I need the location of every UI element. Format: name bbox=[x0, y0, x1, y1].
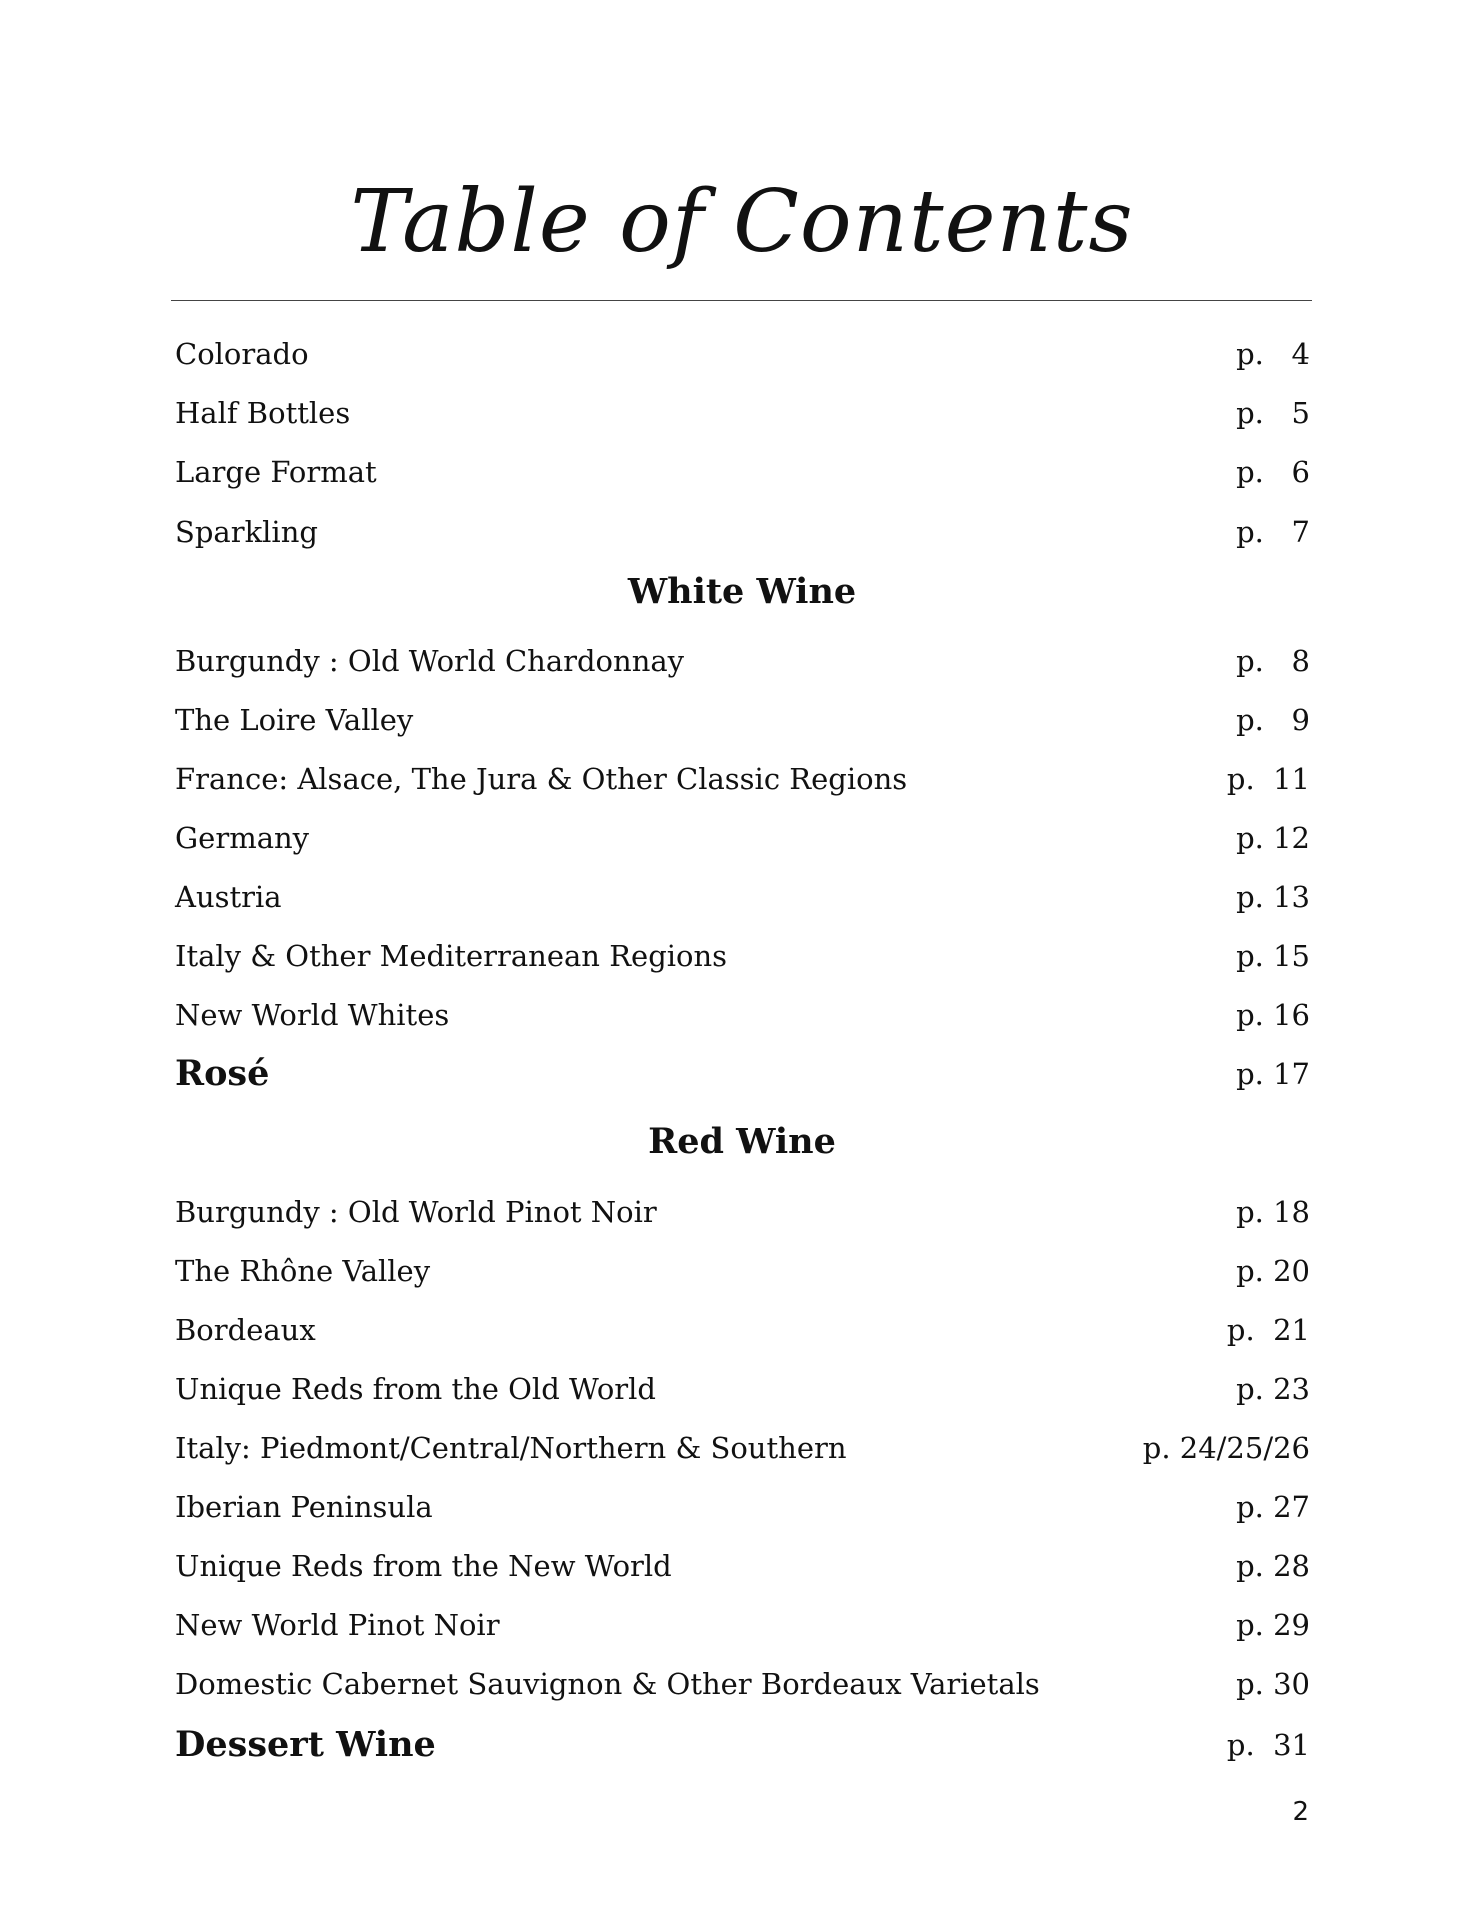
toc-entry bbox=[175, 1487, 1310, 1527]
toc-entry-page: p. 31 bbox=[1226, 1728, 1310, 1762]
toc-entry-page: p. 8 bbox=[1236, 644, 1310, 678]
toc-entry bbox=[175, 995, 1310, 1035]
toc-entry-page: p. 11 bbox=[1226, 762, 1310, 796]
toc-entry bbox=[175, 1605, 1310, 1645]
page-title: Table of Contents bbox=[350, 172, 1134, 272]
toc-entry-name: Colorado bbox=[175, 337, 309, 371]
toc-entry-name: Burgundy : Old World Pinot Noir bbox=[175, 1195, 657, 1229]
toc-entry-name: Unique Reds from the New World bbox=[175, 1549, 672, 1583]
toc-entry-page: p. 12 bbox=[1236, 821, 1310, 855]
toc-entry-page: p. 21 bbox=[1226, 1313, 1310, 1347]
toc-entry-page: p. 7 bbox=[1236, 515, 1310, 549]
toc-entry bbox=[175, 393, 1310, 433]
toc-entry-dessert-wine bbox=[175, 1725, 1310, 1765]
toc-entry-page: p. 23 bbox=[1236, 1372, 1310, 1406]
toc-entry bbox=[175, 1310, 1310, 1350]
toc-entry-name: Germany bbox=[175, 821, 310, 855]
toc-entry-page: p. 16 bbox=[1236, 998, 1310, 1032]
toc-entry bbox=[175, 512, 1310, 552]
toc-entry-page: p. 29 bbox=[1236, 1608, 1310, 1642]
section-heading-white-wine: White Wine bbox=[627, 571, 857, 612]
toc-entry-page: p. 17 bbox=[1236, 1057, 1310, 1091]
toc-entry-name: The Rhône Valley bbox=[175, 1254, 431, 1288]
toc-entry-page: p. 9 bbox=[1236, 703, 1310, 737]
toc-entry-name: Bordeaux bbox=[175, 1313, 316, 1347]
toc-entry-name: Dessert Wine bbox=[175, 1724, 436, 1765]
toc-entry-name: Unique Reds from the Old World bbox=[175, 1372, 656, 1406]
toc-entry bbox=[175, 700, 1310, 740]
toc-entry-name: Iberian Peninsula bbox=[175, 1490, 433, 1524]
toc-entry bbox=[175, 1251, 1310, 1291]
toc-entry-name: Sparkling bbox=[175, 515, 318, 549]
toc-entry-page: p. 28 bbox=[1236, 1549, 1310, 1583]
toc-entry bbox=[175, 1192, 1310, 1232]
toc-entry-page: p. 5 bbox=[1236, 396, 1310, 430]
section-heading-red-wine: Red Wine bbox=[648, 1121, 836, 1162]
toc-entry bbox=[175, 452, 1310, 492]
toc-entry-page: p. 20 bbox=[1236, 1254, 1310, 1288]
toc-entry bbox=[175, 1428, 1310, 1468]
toc-entry bbox=[175, 334, 1310, 374]
toc-entry bbox=[175, 818, 1310, 858]
toc-entry-name: Rosé bbox=[175, 1053, 270, 1094]
toc-entry bbox=[175, 1369, 1310, 1409]
toc-entry-name: Large Format bbox=[175, 455, 377, 489]
toc-entry-page: p. 6 bbox=[1236, 455, 1310, 489]
toc-entry-page: p. 15 bbox=[1236, 939, 1310, 973]
toc-entry-name: Italy: Piedmont/Central/Northern & Southern bbox=[175, 1431, 847, 1465]
toc-entry-page: p. 13 bbox=[1236, 880, 1310, 914]
toc-entry bbox=[175, 936, 1310, 976]
toc-entry-name: Domestic Cabernet Sauvignon & Other Bordeaux Varietals bbox=[175, 1667, 1040, 1701]
toc-entry bbox=[175, 877, 1310, 917]
toc-entry-name: Half Bottles bbox=[175, 396, 351, 430]
toc-entry-page: p. 4 bbox=[1236, 337, 1310, 371]
toc-entry bbox=[175, 759, 1310, 799]
page-number: 2 bbox=[1292, 1797, 1309, 1827]
toc-entry-rose bbox=[175, 1054, 1310, 1094]
title-divider bbox=[171, 300, 1312, 301]
toc-entry-name: Austria bbox=[175, 880, 282, 914]
toc-entry-page: p. 24/25/26 bbox=[1142, 1431, 1310, 1465]
toc-entry-page: p. 30 bbox=[1236, 1667, 1310, 1701]
toc-entry-name: New World Whites bbox=[175, 998, 450, 1032]
toc-entry-name: New World Pinot Noir bbox=[175, 1608, 500, 1642]
toc-entry-page: p. 27 bbox=[1236, 1490, 1310, 1524]
toc-entry-name: The Loire Valley bbox=[175, 703, 414, 737]
toc-entry bbox=[175, 1664, 1310, 1704]
toc-entry-name: Italy & Other Mediterranean Regions bbox=[175, 939, 728, 973]
toc-entry bbox=[175, 1546, 1310, 1586]
toc-entry-name: Burgundy : Old World Chardonnay bbox=[175, 644, 685, 678]
toc-entry bbox=[175, 641, 1310, 681]
toc-entry-name: France: Alsace, The Jura & Other Classic Regions bbox=[175, 762, 908, 796]
toc-entry-page: p. 18 bbox=[1236, 1195, 1310, 1229]
